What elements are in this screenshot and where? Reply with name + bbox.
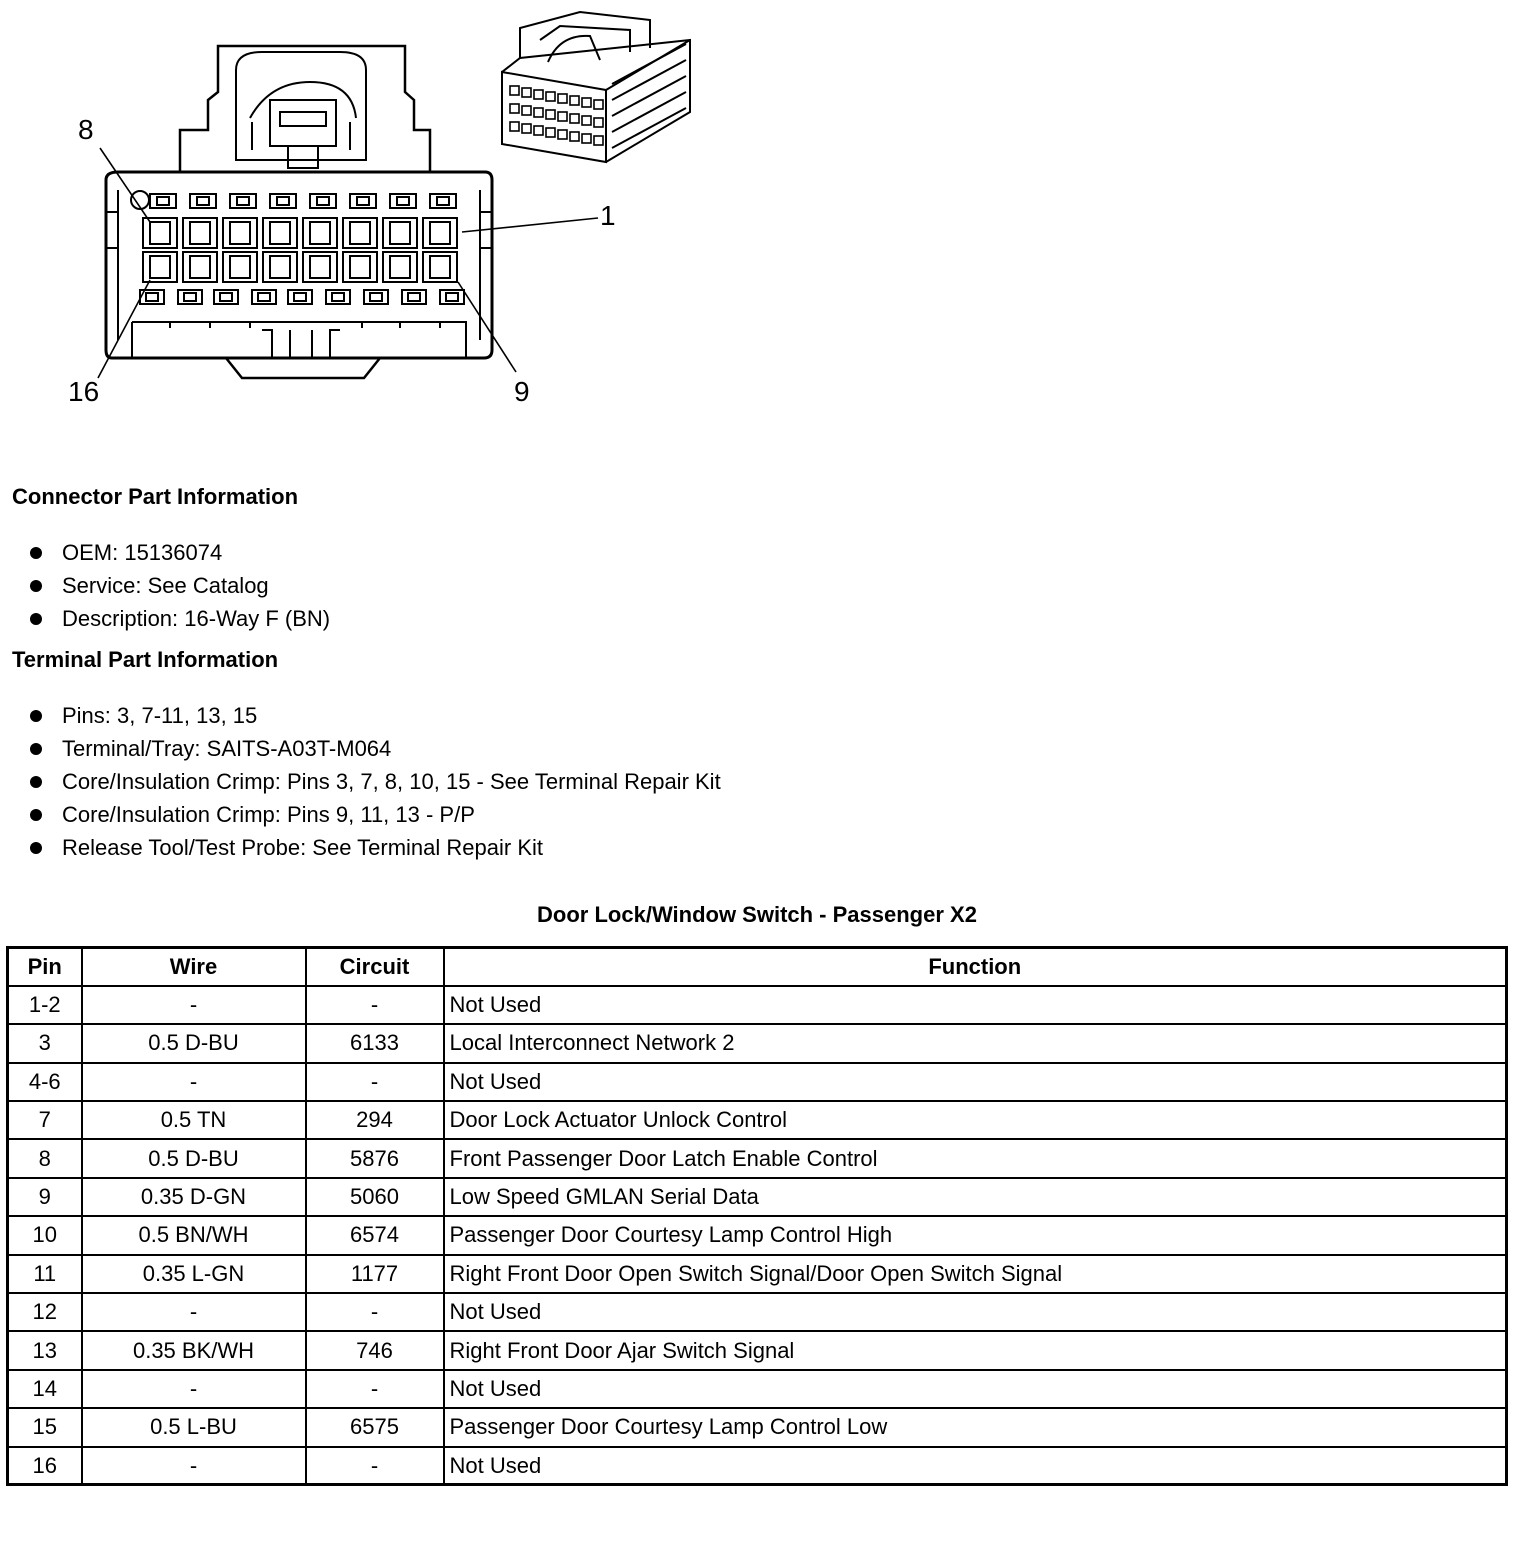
- callout-pin-8: 8: [78, 114, 94, 145]
- cell-function: Passenger Door Courtesy Lamp Control High: [444, 1216, 1507, 1254]
- list-item: Pins: 3, 7-11, 13, 15: [28, 699, 721, 732]
- cell-pin: 10: [8, 1216, 82, 1254]
- table-row: [8, 1063, 1507, 1101]
- cell-function: Local Interconnect Network 2: [444, 1024, 1507, 1062]
- list-item: Core/Insulation Crimp: Pins 3, 7, 8, 10, 15 - See Terminal Repair Kit: [28, 765, 721, 798]
- header-function: Function: [444, 948, 1507, 986]
- cell-circuit: 6574: [306, 1216, 444, 1254]
- table-row: [8, 986, 1507, 1024]
- cell-circuit: 6133: [306, 1024, 444, 1062]
- list-item: Terminal/Tray: SAITS-A03T-M064: [28, 732, 721, 765]
- table-row: [8, 1408, 1507, 1446]
- cell-circuit: -: [306, 1293, 444, 1331]
- connector-3d-sketch: [502, 12, 690, 162]
- cell-function: Not Used: [444, 1370, 1507, 1408]
- cell-circuit: -: [306, 1063, 444, 1101]
- table-header-row: [8, 948, 1507, 986]
- connector-info-heading: Connector Part Information: [12, 484, 299, 509]
- table-row: [8, 1447, 1507, 1485]
- header-circuit: Circuit: [306, 948, 444, 986]
- cell-wire: -: [82, 986, 306, 1024]
- list-item: OEM: 15136074: [28, 536, 330, 569]
- table-row: [8, 1139, 1507, 1177]
- cell-pin: 3: [8, 1024, 82, 1062]
- cell-function: Not Used: [444, 1063, 1507, 1101]
- cell-circuit: 5876: [306, 1139, 444, 1177]
- cell-function: Not Used: [444, 986, 1507, 1024]
- list-item: Core/Insulation Crimp: Pins 9, 11, 13 - P/P: [28, 798, 721, 831]
- list-item: Description: 16-Way F (BN): [28, 602, 330, 635]
- cell-function: Low Speed GMLAN Serial Data: [444, 1178, 1507, 1216]
- cell-circuit: 746: [306, 1331, 444, 1369]
- cell-pin: 1-2: [8, 986, 82, 1024]
- list-item: Release Tool/Test Probe: See Terminal Repair Kit: [28, 831, 721, 864]
- cell-function: Right Front Door Ajar Switch Signal: [444, 1331, 1507, 1369]
- cell-function: Not Used: [444, 1293, 1507, 1331]
- callout-pin-16: 16: [68, 376, 100, 407]
- cell-circuit: 6575: [306, 1408, 444, 1446]
- table-row: [8, 1370, 1507, 1408]
- connector-info-list: [28, 536, 330, 635]
- cell-pin: 4-6: [8, 1063, 82, 1101]
- cell-pin: 13: [8, 1331, 82, 1369]
- table-title: Door Lock/Window Switch - Passenger X2: [537, 902, 977, 927]
- cell-wire: 0.35 BK/WH: [82, 1331, 306, 1369]
- cell-pin: 12: [8, 1293, 82, 1331]
- table-row: [8, 1101, 1507, 1139]
- cell-function: Not Used: [444, 1447, 1507, 1485]
- cell-function: Front Passenger Door Latch Enable Control: [444, 1139, 1507, 1177]
- callout-pin-1: 1: [600, 200, 616, 231]
- header-wire: Wire: [82, 948, 306, 986]
- list-item: Service: See Catalog: [28, 569, 330, 602]
- cell-circuit: -: [306, 1370, 444, 1408]
- cell-function: Right Front Door Open Switch Signal/Door Open Switch Signal: [444, 1255, 1507, 1293]
- cell-pin: 16: [8, 1447, 82, 1485]
- cell-circuit: 1177: [306, 1255, 444, 1293]
- cell-wire: 0.5 BN/WH: [82, 1216, 306, 1254]
- cell-wire: -: [82, 1063, 306, 1101]
- cell-pin: 11: [8, 1255, 82, 1293]
- table-row: [8, 1178, 1507, 1216]
- cell-pin: 7: [8, 1101, 82, 1139]
- table-row: [8, 1331, 1507, 1369]
- table-row: [8, 1255, 1507, 1293]
- cell-pin: 15: [8, 1408, 82, 1446]
- cell-circuit: -: [306, 1447, 444, 1485]
- cell-wire: -: [82, 1370, 306, 1408]
- cell-circuit: 294: [306, 1101, 444, 1139]
- cell-pin: 14: [8, 1370, 82, 1408]
- connector-diagram: [0, 0, 760, 440]
- table-row: [8, 1024, 1507, 1062]
- cell-circuit: -: [306, 986, 444, 1024]
- connector-face-view: [98, 46, 598, 378]
- cell-wire: 0.5 L-BU: [82, 1408, 306, 1446]
- cell-pin: 9: [8, 1178, 82, 1216]
- cell-wire: 0.35 L-GN: [82, 1255, 306, 1293]
- cell-wire: 0.5 D-BU: [82, 1139, 306, 1177]
- table-row: [8, 1293, 1507, 1331]
- cell-wire: 0.5 D-BU: [82, 1024, 306, 1062]
- cell-circuit: 5060: [306, 1178, 444, 1216]
- cell-wire: -: [82, 1293, 306, 1331]
- terminal-info-list: [28, 699, 721, 864]
- header-pin: Pin: [8, 948, 82, 986]
- cell-wire: -: [82, 1447, 306, 1485]
- cell-wire: 0.35 D-GN: [82, 1178, 306, 1216]
- callout-pin-9: 9: [514, 376, 530, 407]
- cell-function: Door Lock Actuator Unlock Control: [444, 1101, 1507, 1139]
- cell-pin: 8: [8, 1139, 82, 1177]
- cell-function: Passenger Door Courtesy Lamp Control Low: [444, 1408, 1507, 1446]
- pinout-table: [6, 946, 1508, 1486]
- cell-wire: 0.5 TN: [82, 1101, 306, 1139]
- table-row: [8, 1216, 1507, 1254]
- terminal-info-heading: Terminal Part Information: [12, 647, 279, 672]
